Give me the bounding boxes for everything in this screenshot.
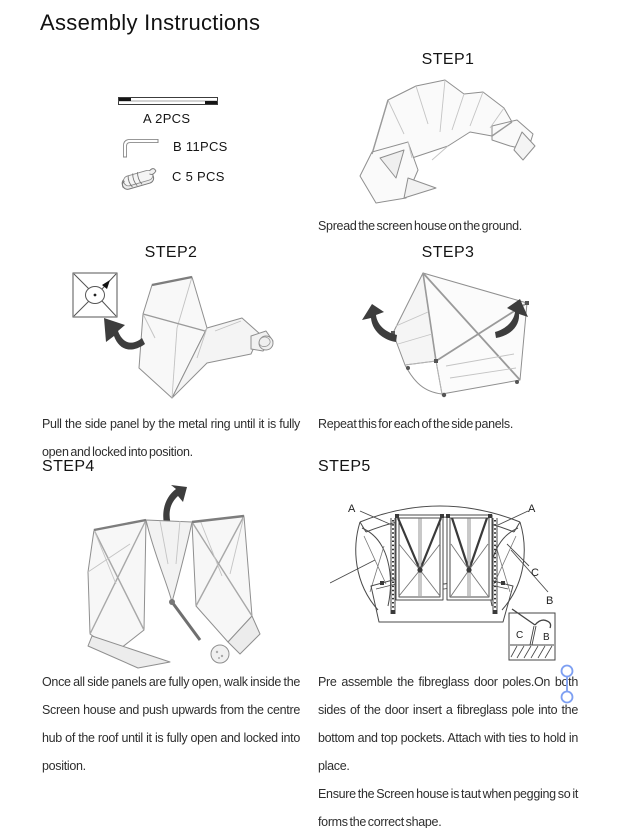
inset-label-b: B (543, 632, 550, 643)
pull-arrow-icon (104, 318, 145, 350)
inset-label-c: C (516, 630, 524, 641)
open-arrow-left-icon (362, 304, 397, 342)
step5-caption-paragraph2: Ensure the Screen house is taut when pegging so it forms the correct shape. (318, 787, 578, 828)
step1-figure-crumpled-tent (352, 74, 537, 212)
step3-caption: Repeat this for each of the side panels. (318, 417, 514, 431)
hook-pole-icon (121, 137, 161, 159)
step4-heading: STEP4 (42, 458, 95, 475)
page-title: Assembly Instructions (40, 10, 261, 35)
tent-sketch (139, 277, 273, 398)
step5-figure-screen-house (330, 488, 562, 668)
tie-bundle-icon (117, 163, 161, 195)
step3-heading: STEP3 (421, 244, 475, 261)
label-a-left: A (348, 503, 356, 515)
step3-figure-tent-panels (356, 266, 536, 404)
step2-caption: Pull the side panel by the metal ring until it is fully open and locked into position. (42, 417, 300, 459)
part-a-label: A 2PCS (143, 111, 191, 126)
link-handle-icon (557, 662, 577, 708)
label-c: C (531, 567, 539, 579)
step5-caption-paragraph1: Pre assemble the fibreglass door poles.On both sides of the door insert a fibreglass pole into the bottom and top pockets. Attach with ties to hold in place. (318, 675, 578, 773)
screen-house-drawing (356, 506, 524, 622)
part-b-label: B 11PCS (173, 139, 228, 154)
part-c-label: C 5 PCS (172, 169, 225, 184)
hub-detail-inset (73, 273, 117, 317)
step5-heading: STEP5 (318, 458, 371, 475)
bar-pole-icon (118, 95, 218, 107)
step5-caption (318, 668, 578, 828)
label-a-right: A (528, 503, 536, 515)
step2-figure-tent-opening (55, 268, 277, 408)
step2-heading: STEP2 (144, 244, 198, 261)
label-b: B (546, 595, 554, 607)
step1-caption: Spread the screen house on the ground. (318, 219, 522, 233)
step4-caption: Once all side panels are fully open, walk inside the Screen house and push upwards from the centre hub of the roof until it is fully open and locked into position. (42, 675, 300, 773)
tent-sketch (88, 516, 260, 668)
step1-heading: STEP1 (421, 51, 475, 68)
step4-figure-tent-almost-open (80, 484, 262, 670)
